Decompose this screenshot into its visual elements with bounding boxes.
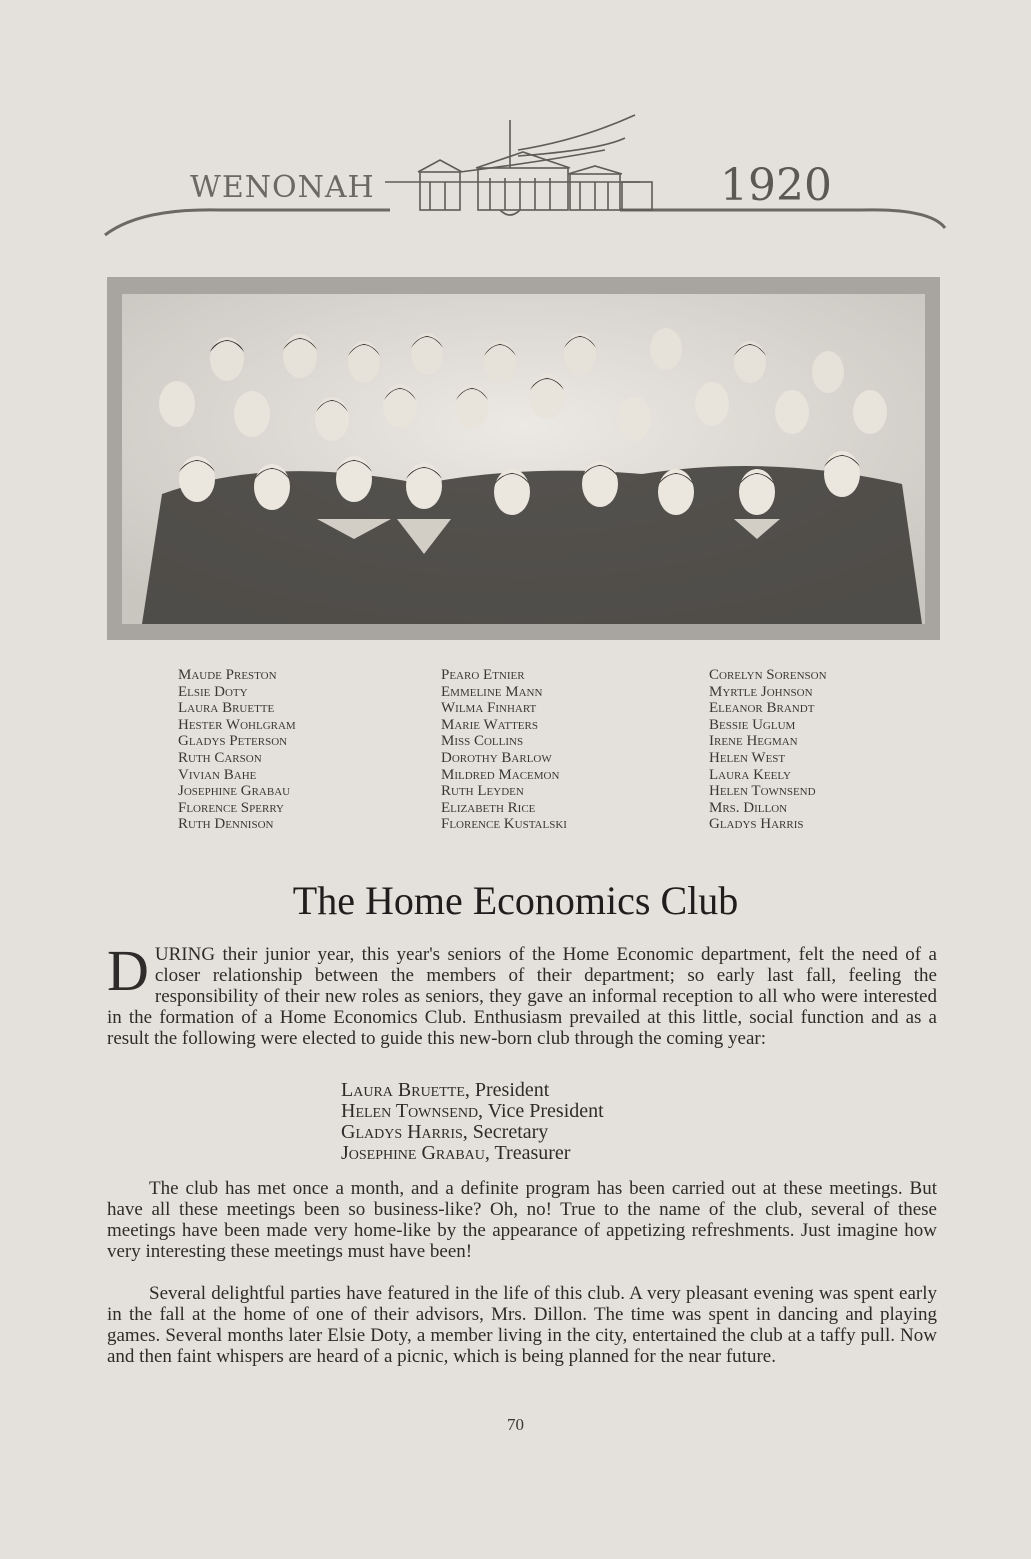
group-photo-image	[122, 294, 925, 624]
member-name: Gladys Harris	[709, 816, 804, 833]
member-name: Dorothy Barlow	[441, 749, 552, 766]
member-name: Gladys Peterson	[178, 733, 288, 750]
drop-cap: D	[107, 938, 149, 1003]
officer-name: Laura Bruette,	[341, 1079, 470, 1101]
member-name: Elsie Doty	[178, 683, 248, 700]
officer-vice-president	[341, 1101, 604, 1122]
member-name: Helen Townsend	[709, 783, 816, 800]
member-name: Myrtle Johnson	[709, 683, 813, 700]
member-name: Laura Keely	[709, 766, 791, 783]
member-name: Marie Watters	[441, 716, 538, 733]
member-name: Emmeline Mann	[441, 683, 543, 700]
member-name: Josephine Grabau	[178, 783, 291, 800]
member-name: Maude Preston	[178, 667, 277, 683]
masthead-year: 1920	[720, 160, 832, 211]
officer-secretary	[341, 1122, 604, 1143]
member-name: Wilma Finhart	[441, 700, 537, 717]
paragraph-parties: Several delightful parties have featured in the life of this club. A very pleasant evening was spent early in the fall at the home of one of their advisors, Mrs. Dillon. The time was spent in dancing and playing games. Several months later Elsie Doty, a member living in the city, entertained the club at a taffy pull. Now and then faint whispers are heard of a picnic, which is being planned for the near future.	[107, 1283, 937, 1367]
officer-role: Vice President	[483, 1100, 604, 1122]
member-name: Miss Collins	[441, 733, 524, 750]
member-name: Vivian Bahe	[178, 766, 257, 783]
member-name: Eleanor Brandt	[709, 700, 815, 717]
member-name: Ruth Dennison	[178, 816, 274, 833]
officer-name: Josephine Grabau,	[341, 1142, 490, 1164]
officer-name: Gladys Harris,	[341, 1121, 468, 1143]
officer-treasurer	[341, 1143, 604, 1164]
member-name: Florence Kustalski	[441, 816, 567, 833]
officer-role: President	[469, 1079, 550, 1101]
member-name: Corelyn Sorenson	[709, 667, 827, 683]
member-name: Florence Sperry	[178, 799, 285, 816]
names-column-3	[709, 667, 827, 833]
group-photo	[122, 294, 925, 624]
member-name: Laura Bruette	[178, 700, 275, 717]
member-name: Irene Hegman	[709, 733, 798, 750]
page-number: 70	[507, 1415, 524, 1434]
member-name: Ruth Leyden	[441, 783, 524, 800]
member-name: Mildred Macemon	[441, 766, 560, 783]
officers-list	[341, 1080, 604, 1164]
member-name: Bessie Uglum	[709, 716, 796, 733]
names-column-1	[178, 667, 296, 833]
paragraph-meetings: The club has met once a month, and a definite program has been carried out at these meetings. But have all these meetings been so business-like? Oh, no! True to the name of the club, several of these meetings have been made very home-like by the appearance of appetizing refreshments. Just imagine how very interesting these meetings must have been!	[107, 1178, 937, 1262]
article-title: The Home Economics Club	[292, 878, 739, 923]
officer-president	[341, 1080, 604, 1101]
paragraph-intro	[107, 938, 937, 1049]
member-name: Helen West	[709, 749, 786, 766]
member-name: Elizabeth Rice	[441, 799, 536, 816]
page-header	[100, 110, 950, 240]
group-photo-frame	[107, 277, 940, 640]
member-name: Hester Wohlgram	[178, 716, 296, 733]
paragraph-intro-text: URING their junior year, this year's seniors of the Home Economic department, felt the need of a closer relationship between the members of their department; so early last fall, feeling the responsibility of their new roles as seniors, they gave an informal reception to all who were interested in the formation of a Home Economics Club. Enthusiasm prevailed at this little, social function and as a result the following were elected to guide this new-born club through the coming year:	[107, 944, 937, 1049]
member-name: Ruth Carson	[178, 749, 262, 766]
officer-name: Helen Townsend,	[341, 1100, 484, 1122]
names-column-2	[441, 667, 567, 833]
officer-role: Treasurer	[489, 1142, 571, 1164]
officer-role: Secretary	[467, 1121, 549, 1143]
member-name: Pearo Etnier	[441, 667, 525, 683]
masthead-left-title: WENONAH	[190, 170, 375, 205]
member-name: Mrs. Dillon	[709, 799, 788, 816]
